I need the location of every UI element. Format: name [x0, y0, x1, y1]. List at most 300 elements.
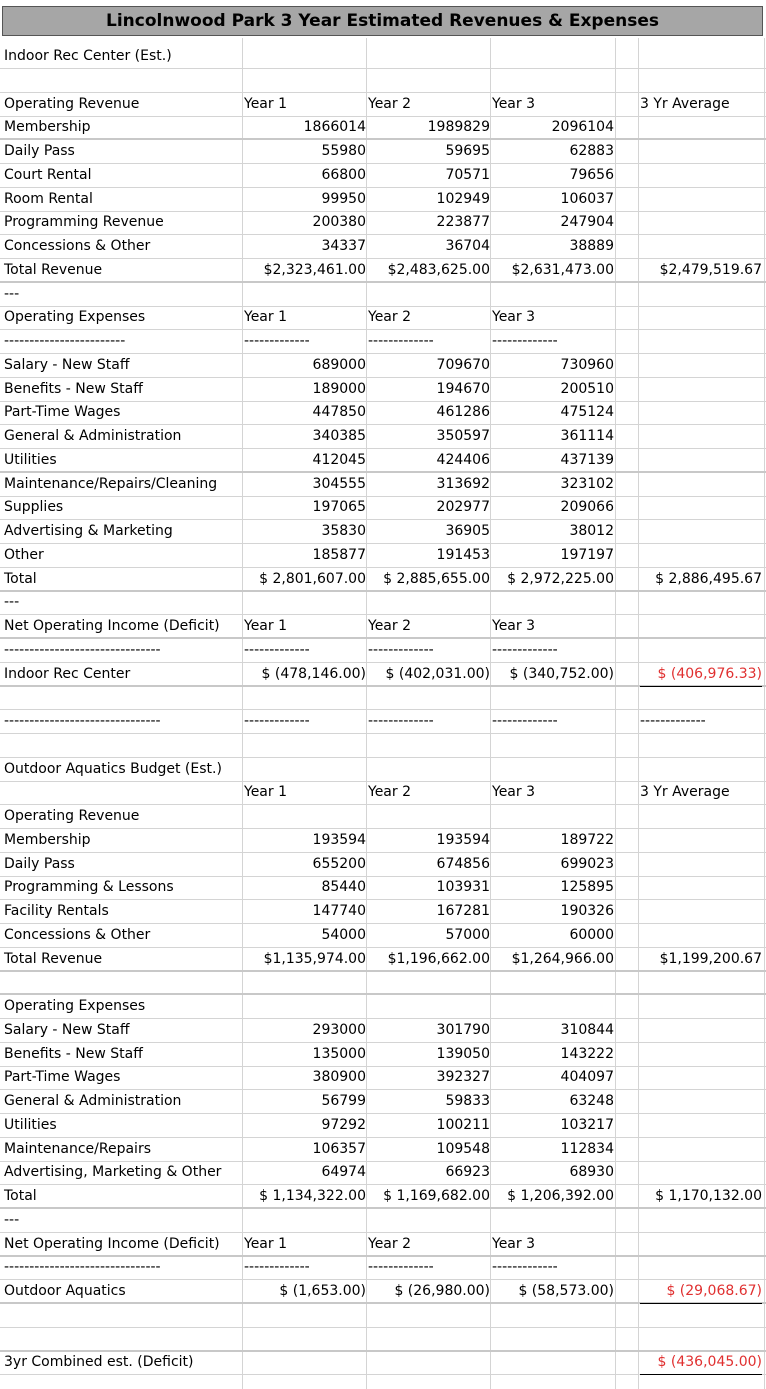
- cell-b[interactable]: Year 1: [244, 618, 287, 634]
- cell-b[interactable]: $ 2,801,607.00: [259, 570, 366, 587]
- cell-d[interactable]: -------------: [492, 333, 558, 349]
- cell-a[interactable]: Indoor Rec Center (Est.): [4, 48, 172, 64]
- cell-b[interactable]: 64974: [321, 1164, 366, 1181]
- table-row: [0, 235, 766, 259]
- cell-f[interactable]: [640, 805, 762, 828]
- cell-c[interactable]: $2,483,625.00: [387, 261, 490, 278]
- cell-c[interactable]: 59695: [445, 143, 490, 159]
- cell-f[interactable]: $ 2,886,495.67: [655, 570, 762, 587]
- cell-a[interactable]: Advertising, Marketing & Other: [4, 1164, 222, 1181]
- cell-c[interactable]: 674856: [436, 855, 490, 872]
- cell-c[interactable]: 202977: [436, 499, 490, 516]
- cell-f[interactable]: [640, 995, 762, 1018]
- cell-b[interactable]: Year 1: [244, 95, 287, 112]
- cell-f[interactable]: [640, 116, 762, 139]
- cell-b[interactable]: 655200: [312, 855, 366, 872]
- cell-f[interactable]: [640, 306, 762, 329]
- cell-f[interactable]: [640, 853, 762, 876]
- cell-d[interactable]: 63248: [569, 1093, 614, 1109]
- cell-b[interactable]: 56799: [321, 1093, 366, 1109]
- cell-a[interactable]: Court Rental: [4, 166, 92, 183]
- table-row: [0, 1043, 766, 1067]
- table-row: [0, 378, 766, 402]
- cell-a[interactable]: Net Operating Income (Deficit): [4, 618, 220, 634]
- cell-f[interactable]: [640, 69, 762, 92]
- cell-b[interactable]: 85440: [321, 879, 366, 896]
- cell-f[interactable]: [640, 639, 762, 662]
- cell-c[interactable]: [368, 995, 490, 1018]
- cell-d[interactable]: [492, 69, 614, 92]
- table-row: [0, 995, 766, 1019]
- cell-a[interactable]: Total Revenue: [4, 950, 103, 967]
- cell-d[interactable]: 60000: [569, 926, 614, 943]
- cell-c[interactable]: [368, 971, 490, 994]
- cell-d[interactable]: 404097: [560, 1069, 614, 1086]
- cell-c[interactable]: Year 2: [368, 309, 411, 326]
- cell-c[interactable]: [368, 69, 490, 92]
- table-row: [0, 1090, 766, 1114]
- cell-f[interactable]: [640, 1233, 762, 1256]
- cell-c[interactable]: 223877: [436, 214, 490, 231]
- cell-d[interactable]: Year 3: [492, 784, 535, 801]
- cell-c[interactable]: [368, 1304, 490, 1327]
- cell-d[interactable]: 106037: [560, 190, 614, 207]
- cell-a[interactable]: Benefits - New Staff: [4, 380, 143, 397]
- cell-b[interactable]: 200380: [312, 214, 366, 231]
- table-row: [0, 591, 766, 615]
- cell-a[interactable]: ---: [4, 1211, 20, 1228]
- cell-b[interactable]: 197065: [312, 499, 366, 516]
- cell-c[interactable]: [368, 1328, 490, 1351]
- cell-f[interactable]: [640, 45, 762, 68]
- cell-d[interactable]: [492, 686, 614, 709]
- cell-c[interactable]: 139050: [436, 1045, 490, 1062]
- cell-f[interactable]: [640, 401, 762, 424]
- cell-b[interactable]: Year 1: [244, 1235, 287, 1252]
- cell-c[interactable]: $1,196,662.00: [387, 950, 490, 967]
- cell-d[interactable]: $2,631,473.00: [511, 261, 614, 278]
- cell-b[interactable]: [244, 805, 366, 828]
- cell-d[interactable]: [492, 1351, 614, 1374]
- cell-a[interactable]: Programming & Lessons: [4, 879, 174, 896]
- cell-c[interactable]: Year 2: [368, 95, 411, 112]
- cell-f[interactable]: [640, 971, 762, 994]
- cell-b[interactable]: 35830: [321, 523, 366, 539]
- cell-d[interactable]: [492, 1328, 614, 1351]
- cell-b[interactable]: 412045: [312, 451, 366, 468]
- cell-b[interactable]: 689000: [312, 356, 366, 373]
- cell-c[interactable]: -------------: [368, 641, 434, 658]
- cell-f[interactable]: $ (406,976.33): [640, 663, 762, 687]
- cell-d[interactable]: 189722: [560, 831, 614, 848]
- cell-b[interactable]: $ (478,146.00): [261, 665, 366, 682]
- cell-c[interactable]: 193594: [436, 831, 490, 848]
- cell-f[interactable]: [640, 330, 762, 353]
- cell-c[interactable]: -------------: [368, 1259, 434, 1276]
- cell-b[interactable]: 34337: [321, 238, 366, 254]
- cell-b[interactable]: 66800: [321, 166, 366, 183]
- table-row: [0, 615, 766, 639]
- cell-d[interactable]: 437139: [560, 451, 614, 468]
- cell-c[interactable]: $ (402,031.00): [385, 665, 490, 682]
- cell-a[interactable]: Membership: [4, 119, 91, 136]
- cell-a[interactable]: Membership: [4, 831, 91, 848]
- cell-a[interactable]: Part-Time Wages: [4, 1069, 121, 1086]
- cell-d[interactable]: [492, 1209, 614, 1232]
- cell-f[interactable]: $ (29,068.67): [640, 1280, 762, 1304]
- cell-c[interactable]: 191453: [436, 546, 490, 563]
- cell-a[interactable]: Total: [4, 1188, 37, 1204]
- cell-f[interactable]: $1,199,200.67: [659, 950, 762, 967]
- cell-f[interactable]: [640, 544, 762, 567]
- table-row: [0, 1209, 766, 1233]
- cell-f[interactable]: [640, 1328, 762, 1351]
- cell-f[interactable]: $2,479,519.67: [659, 261, 762, 278]
- cell-b[interactable]: 193594: [312, 831, 366, 848]
- cell-d[interactable]: 730960: [560, 356, 614, 373]
- cell-a[interactable]: ---: [4, 594, 20, 611]
- cell-b[interactable]: [244, 45, 366, 68]
- cell-f[interactable]: [640, 591, 762, 614]
- cell-b[interactable]: $1,135,974.00: [263, 950, 366, 967]
- cell-a[interactable]: Facility Rentals: [4, 903, 109, 919]
- cell-c[interactable]: [368, 686, 490, 709]
- table-row: [0, 734, 766, 758]
- cell-c[interactable]: 57000: [445, 926, 490, 943]
- cell-a[interactable]: Outdoor Aquatics Budget (Est.): [4, 760, 222, 777]
- cell-a[interactable]: Indoor Rec Center: [4, 665, 131, 682]
- cell-b[interactable]: 340385: [312, 428, 366, 444]
- cell-a[interactable]: ---: [4, 285, 20, 302]
- cell-b[interactable]: $ (1,653.00): [279, 1283, 366, 1299]
- cell-b[interactable]: [244, 591, 366, 614]
- cell-c[interactable]: [368, 45, 490, 68]
- cell-b[interactable]: 135000: [312, 1045, 366, 1062]
- cell-d[interactable]: $ 1,206,392.00: [507, 1188, 614, 1204]
- cell-f[interactable]: [640, 1019, 762, 1042]
- cell-d[interactable]: Year 3: [492, 618, 535, 634]
- cell-b[interactable]: 55980: [321, 143, 366, 159]
- cell-d[interactable]: 323102: [560, 475, 614, 492]
- cell-d[interactable]: 699023: [560, 855, 614, 872]
- cell-a[interactable]: Operating Expenses: [4, 998, 146, 1014]
- cell-a[interactable]: -------------------------------: [4, 641, 161, 658]
- cell-f[interactable]: $ (436,045.00): [640, 1351, 762, 1375]
- cell-a[interactable]: Operating Revenue: [4, 95, 140, 112]
- cell-a[interactable]: Concessions & Other: [4, 926, 151, 943]
- cell-b[interactable]: [244, 283, 366, 306]
- cell-f[interactable]: [640, 188, 762, 211]
- cell-a[interactable]: Total Revenue: [4, 261, 103, 278]
- cell-b[interactable]: 106357: [312, 1140, 366, 1157]
- cell-b[interactable]: -------------: [244, 333, 310, 349]
- cell-f[interactable]: [640, 1256, 762, 1279]
- cell-f[interactable]: [640, 211, 762, 234]
- table-row: [0, 663, 766, 687]
- cell-a[interactable]: Daily Pass: [4, 855, 75, 872]
- cell-f[interactable]: [640, 1161, 762, 1184]
- cell-a[interactable]: Supplies: [4, 499, 64, 516]
- cell-b[interactable]: 447850: [312, 404, 366, 421]
- cell-c[interactable]: [368, 283, 490, 306]
- table-row: [0, 259, 766, 283]
- cell-c[interactable]: $ 2,885,655.00: [383, 570, 490, 587]
- cell-d[interactable]: 62883: [569, 143, 614, 159]
- cell-d[interactable]: 361114: [560, 428, 614, 444]
- cell-f[interactable]: [640, 235, 762, 258]
- cell-b[interactable]: [244, 1209, 366, 1232]
- table-row: [0, 948, 766, 972]
- cell-b[interactable]: 304555: [312, 475, 366, 492]
- cell-f[interactable]: $ 1,170,132.00: [655, 1188, 762, 1204]
- table-row: [0, 1328, 766, 1352]
- cell-d[interactable]: 200510: [560, 380, 614, 397]
- cell-a[interactable]: Operating Expenses: [4, 309, 146, 326]
- cell-f[interactable]: [640, 829, 762, 852]
- cell-f[interactable]: -------------: [640, 713, 706, 729]
- cell-f[interactable]: [640, 378, 762, 401]
- cell-f[interactable]: [640, 425, 762, 448]
- cell-f[interactable]: [640, 1304, 762, 1327]
- cell-c[interactable]: [368, 1351, 490, 1374]
- cell-d[interactable]: 103217: [560, 1116, 614, 1133]
- cell-b[interactable]: 54000: [321, 926, 366, 943]
- cell-f[interactable]: [640, 734, 762, 757]
- cell-d[interactable]: 79656: [569, 166, 614, 183]
- cell-f[interactable]: [640, 1209, 762, 1232]
- cell-a[interactable]: Operating Revenue: [4, 808, 140, 824]
- cell-c[interactable]: -------------: [368, 713, 434, 729]
- cell-c[interactable]: 424406: [436, 451, 490, 468]
- cell-d[interactable]: 197197: [560, 546, 614, 563]
- cell-d[interactable]: -------------: [492, 713, 558, 729]
- cell-d[interactable]: -------------: [492, 1259, 558, 1276]
- cell-c[interactable]: [368, 805, 490, 828]
- cell-b[interactable]: [244, 971, 366, 994]
- cell-a[interactable]: Salary - New Staff: [4, 356, 130, 373]
- cell-b[interactable]: [244, 1351, 366, 1374]
- cell-d[interactable]: 125895: [560, 879, 614, 896]
- cell-d[interactable]: [492, 283, 614, 306]
- cell-c[interactable]: 392327: [436, 1069, 490, 1086]
- table-row: [0, 354, 766, 378]
- cell-d[interactable]: $ (340,752.00): [509, 665, 614, 682]
- cell-c[interactable]: $ 1,169,682.00: [383, 1188, 490, 1204]
- cell-b[interactable]: [244, 1304, 366, 1327]
- cell-d[interactable]: -------------: [492, 641, 558, 658]
- cell-b[interactable]: 147740: [312, 903, 366, 919]
- cell-c[interactable]: 36905: [445, 523, 490, 539]
- cell-d[interactable]: [492, 971, 614, 994]
- table-row: [0, 69, 766, 93]
- cell-c[interactable]: [368, 758, 490, 781]
- table-row: [0, 1066, 766, 1090]
- cell-d[interactable]: [492, 805, 614, 828]
- cell-a[interactable]: Total: [4, 570, 37, 587]
- cell-f[interactable]: [640, 283, 762, 306]
- cell-c[interactable]: 103931: [436, 879, 490, 896]
- table-row: [0, 544, 766, 568]
- cell-a[interactable]: Concessions & Other: [4, 238, 151, 254]
- cell-a[interactable]: Outdoor Aquatics: [4, 1283, 126, 1299]
- cell-b[interactable]: [244, 686, 366, 709]
- cell-c[interactable]: [368, 1209, 490, 1232]
- cell-a[interactable]: ------------------------: [4, 333, 126, 349]
- cell-f[interactable]: [640, 924, 762, 947]
- cell-a[interactable]: Room Rental: [4, 190, 93, 207]
- cell-a[interactable]: Part-Time Wages: [4, 404, 121, 421]
- table-row: [0, 449, 766, 473]
- cell-f[interactable]: [640, 1090, 762, 1113]
- cell-f[interactable]: [640, 876, 762, 899]
- cell-a[interactable]: -------------------------------: [4, 1259, 161, 1276]
- cell-b[interactable]: 380900: [312, 1069, 366, 1086]
- cell-c[interactable]: [368, 591, 490, 614]
- cell-d[interactable]: [492, 591, 614, 614]
- table-row: [0, 164, 766, 188]
- cell-b[interactable]: Year 1: [244, 784, 287, 801]
- cell-c[interactable]: 109548: [436, 1140, 490, 1157]
- table-row: [0, 1185, 766, 1209]
- cell-d[interactable]: 112834: [560, 1140, 614, 1157]
- cell-f[interactable]: 3 Yr Average: [640, 95, 730, 112]
- cell-d[interactable]: [492, 45, 614, 68]
- cell-f[interactable]: [640, 615, 762, 638]
- cell-d[interactable]: [492, 734, 614, 757]
- table-row: [0, 1019, 766, 1043]
- cell-d[interactable]: 2096104: [551, 119, 614, 136]
- cell-d[interactable]: 247904: [560, 214, 614, 231]
- cell-a[interactable]: Utilities: [4, 451, 57, 468]
- cell-b[interactable]: -------------: [244, 1259, 310, 1276]
- cell-c[interactable]: 59833: [445, 1093, 490, 1109]
- cell-b[interactable]: 97292: [321, 1116, 366, 1133]
- cell-c[interactable]: 66923: [445, 1164, 490, 1181]
- cell-a[interactable]: Programming Revenue: [4, 214, 164, 231]
- cell-d[interactable]: Year 3: [492, 1235, 535, 1252]
- cell-d[interactable]: [492, 758, 614, 781]
- cell-c[interactable]: -------------: [368, 333, 434, 349]
- cell-c[interactable]: $ (26,980.00): [394, 1283, 490, 1299]
- cell-a[interactable]: Benefits - New Staff: [4, 1045, 143, 1062]
- cell-d[interactable]: 38012: [569, 523, 614, 539]
- cell-a[interactable]: General & Administration: [4, 1093, 182, 1109]
- cell-c[interactable]: 461286: [436, 404, 490, 421]
- cell-b[interactable]: [244, 69, 366, 92]
- cell-c[interactable]: Year 2: [368, 784, 411, 801]
- cell-f[interactable]: [640, 354, 762, 377]
- cell-f[interactable]: [640, 1138, 762, 1161]
- cell-c[interactable]: 167281: [436, 903, 490, 919]
- cell-d[interactable]: 209066: [560, 499, 614, 516]
- cell-a[interactable]: Daily Pass: [4, 143, 75, 159]
- cell-b[interactable]: 99950: [321, 190, 366, 207]
- cell-d[interactable]: 68930: [569, 1164, 614, 1181]
- table-row: [0, 568, 766, 592]
- cell-a[interactable]: Net Operating Income (Deficit): [4, 1235, 220, 1252]
- cell-d[interactable]: [492, 1304, 614, 1327]
- cell-f[interactable]: [640, 1043, 762, 1066]
- cell-f[interactable]: [640, 496, 762, 519]
- cell-b[interactable]: $ 1,134,322.00: [259, 1188, 366, 1204]
- cell-b[interactable]: -------------: [244, 713, 310, 729]
- cell-c[interactable]: 194670: [436, 380, 490, 397]
- cell-d[interactable]: [492, 995, 614, 1018]
- cell-a[interactable]: Advertising & Marketing: [4, 523, 173, 539]
- cell-f[interactable]: [640, 449, 762, 472]
- cell-c[interactable]: [368, 734, 490, 757]
- cell-a[interactable]: Other: [4, 546, 44, 563]
- cell-f[interactable]: [640, 164, 762, 187]
- cell-a[interactable]: Maintenance/Repairs/Cleaning: [4, 475, 218, 492]
- cell-c[interactable]: 301790: [436, 1021, 490, 1038]
- cell-a[interactable]: Salary - New Staff: [4, 1021, 130, 1038]
- cell-a[interactable]: General & Administration: [4, 428, 182, 444]
- cell-d[interactable]: $ (58,573.00): [518, 1283, 614, 1299]
- cell-c[interactable]: 1989829: [427, 119, 490, 136]
- cell-d[interactable]: 143222: [560, 1045, 614, 1062]
- cell-c[interactable]: Year 2: [368, 618, 411, 634]
- cell-c[interactable]: 36704: [445, 238, 490, 254]
- cell-c[interactable]: 350597: [436, 428, 490, 444]
- cell-f[interactable]: [640, 1114, 762, 1137]
- cell-d[interactable]: 475124: [560, 404, 614, 421]
- cell-d[interactable]: Year 3: [492, 95, 535, 112]
- cell-b[interactable]: 293000: [312, 1021, 366, 1038]
- cell-c[interactable]: 100211: [436, 1116, 490, 1133]
- cell-d[interactable]: Year 3: [492, 309, 535, 326]
- cell-f[interactable]: [640, 473, 762, 496]
- cell-a[interactable]: Utilities: [4, 1116, 57, 1133]
- cell-b[interactable]: [244, 734, 366, 757]
- sheet-title[interactable]: Lincolnwood Park 3 Year Estimated Revenues & Expenses: [2, 6, 763, 36]
- cell-c[interactable]: 313692: [436, 475, 490, 492]
- cell-f[interactable]: [640, 686, 762, 709]
- cell-c[interactable]: Year 2: [368, 1235, 411, 1252]
- cell-d[interactable]: 310844: [560, 1021, 614, 1038]
- cell-d[interactable]: $ 2,972,225.00: [507, 570, 614, 587]
- cell-b[interactable]: [244, 1328, 366, 1351]
- cell-d[interactable]: 190326: [560, 903, 614, 919]
- cell-c[interactable]: 709670: [436, 356, 490, 373]
- cell-f[interactable]: [640, 900, 762, 923]
- cell-f[interactable]: 3 Yr Average: [640, 784, 730, 801]
- cell-f[interactable]: [640, 758, 762, 781]
- cell-d[interactable]: 38889: [569, 238, 614, 254]
- cell-b[interactable]: 189000: [312, 380, 366, 397]
- cell-c[interactable]: 70571: [445, 166, 490, 183]
- table-row: [0, 686, 766, 710]
- cell-b[interactable]: 185877: [312, 546, 366, 563]
- table-row: [0, 306, 766, 330]
- cell-a[interactable]: Maintenance/Repairs: [4, 1140, 151, 1157]
- table-row: [0, 116, 766, 140]
- cell-f[interactable]: [640, 140, 762, 163]
- cell-b[interactable]: 1866014: [303, 119, 366, 136]
- cell-f[interactable]: [640, 1066, 762, 1089]
- cell-b[interactable]: [244, 995, 366, 1018]
- table-row: [0, 140, 766, 164]
- cell-c[interactable]: 102949: [436, 190, 490, 207]
- cell-b[interactable]: [244, 758, 366, 781]
- cell-b[interactable]: $2,323,461.00: [263, 261, 366, 278]
- cell-f[interactable]: [640, 520, 762, 543]
- cell-b[interactable]: Year 1: [244, 309, 287, 326]
- cell-d[interactable]: $1,264,966.00: [511, 950, 614, 967]
- cell-b[interactable]: -------------: [244, 641, 310, 658]
- cell-a[interactable]: -------------------------------: [4, 713, 161, 729]
- cell-a[interactable]: 3yr Combined est. (Deficit): [4, 1354, 194, 1371]
